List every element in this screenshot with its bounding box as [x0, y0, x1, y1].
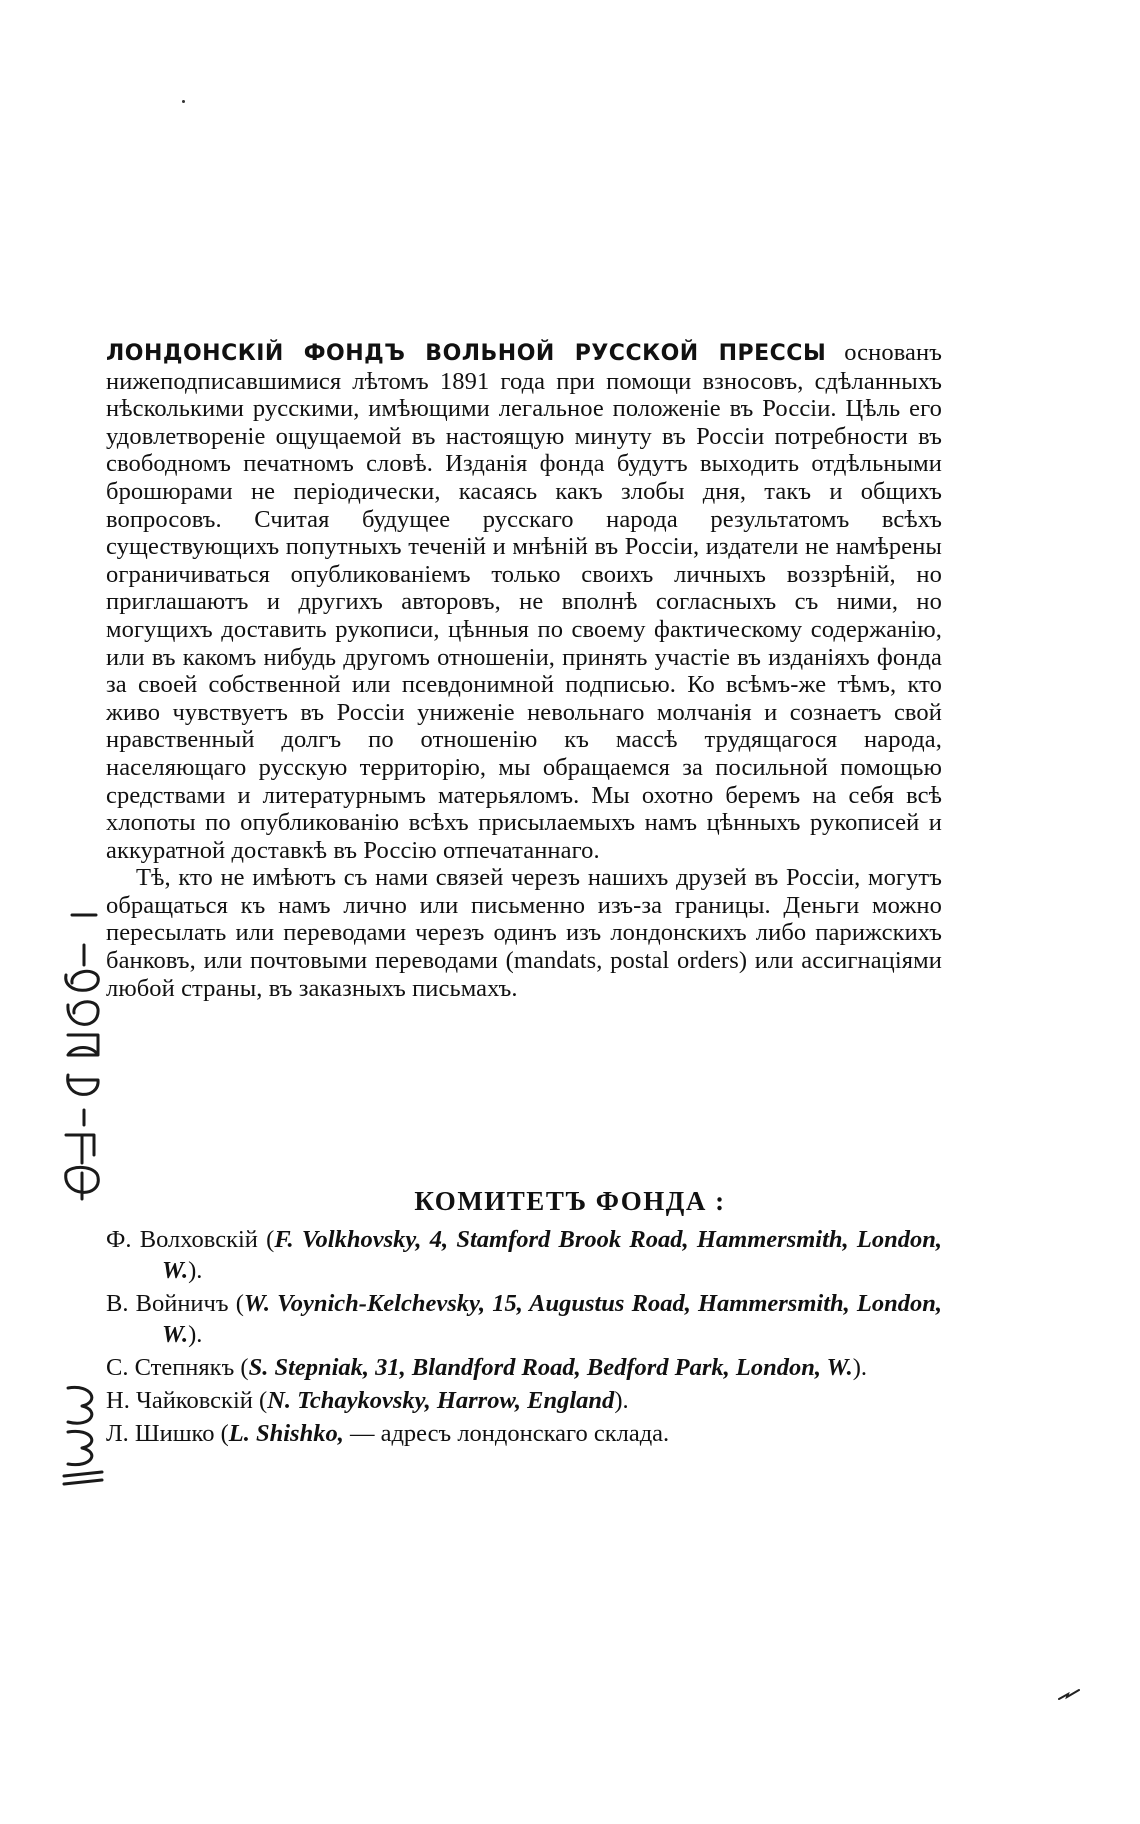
committee-list — [106, 1224, 942, 1451]
paragraph-1 — [106, 339, 942, 864]
member-name: В. Войничъ — [106, 1290, 229, 1317]
member-address: S. Stepniak, 31, Blandford Road, Bedford Park, London, W. — [248, 1354, 853, 1381]
paragraph-2: Тѣ, кто не имѣютъ съ нами связей черезъ нашихъ друзей въ Россіи, могутъ обращаться къ намъ лично или письменно изъ-за границы. Деньги можно пересылать или переводами черезъ одинъ изъ лондонскихъ либо парижскихъ банковъ, или почтовыми переводами (mandats, postal orders) или ассигнаціями любой страны, въ заказныхъ письмахъ. — [106, 864, 942, 1002]
handwritten-folio-number — [52, 1380, 116, 1490]
lead-title: ЛОНДОНСКІЙ ФОНДЪ ВОЛЬНОЙ РУССКОЙ ПРЕССЫ — [106, 341, 827, 366]
member-address: W. Voynich-Kelchevsky, 15, Augustus Road, Hammersmith, London, W. — [162, 1290, 942, 1348]
member-name: Н. Чайковскій — [106, 1387, 253, 1414]
member-address: N. Tchaykovsky, Harrow, England — [267, 1387, 615, 1414]
paragraph-1-text: основанъ нижеподписавшимися лѣтомъ 1891 года при помощи взносовъ, сдѣланныхъ нѣсколькими русскими, имѣющими легальное положеніе въ Россіи. Цѣль его удовлетвореніе ощущаемой въ настоящую минуту въ Россіи потребности въ свободномъ печатномъ словѣ. Изданія фонда будутъ выходить отдѣльными брошюрами не періодически, касаясь какъ злобы дня, такъ и общихъ вопросовъ. Считая будущее русскаго народа результатомъ всѣхъ существующихъ попутныхъ теченій и мнѣній въ Россіи, издатели не намѣрены ограничиваться опубликованіемъ только своихъ личныхъ воззрѣній, но приглашаютъ и другихъ авторовъ, не вполнѣ согласныхъ съ ними, но могущихъ доставить рукописи, цѣнныя по своему фактическому содержанію, или въ какомъ нибудь другомъ отношеніи, принять участіе въ изданіяхъ фонда за своей собственной или псевдонимной подписью. Ко всѣмъ-же тѣмъ, кто живо чувствуетъ въ Россіи униженіе невольнаго молчанія и сознаетъ свой нравственный долгъ по отношенію къ массѣ трудящагося народа, населяющаго русскую территорію, мы обращаемся за посильной помощью средствами и литературнымъ матерьяломъ. Мы охотно беремъ на себя всѣ хлопоты по опубликованію всѣхъ присылаемыхъ намъ цѣнныхъ рукописей и аккуратной доставкѣ въ Россію отпечатаннаго. — [106, 339, 943, 864]
committee-member: В. Войничъ (W. Voynich-Kelchevsky, 15, Augustus Road, Hammersmith, London, W.). — [106, 1290, 942, 1348]
member-address: L. Shishko, — [228, 1420, 344, 1447]
committee-heading: КОМИТЕТЪ ФОНДА : — [414, 1186, 726, 1216]
committee-member: Ф. Волховскій (F. Volkhovsky, 4, Stamford Brook Road, Hammersmith, London, W.). — [106, 1226, 942, 1284]
committee-member: С. Степнякъ (S. Stepniak, 31, Blandford Road, Bedford Park, London, W.). — [106, 1354, 868, 1381]
pen-mark — [1058, 1688, 1080, 1700]
handwritten-call-number — [52, 905, 116, 1205]
member-address: F. Volkhovsky, 4, Stamford Brook Road, Hammersmith, London, W. — [162, 1226, 942, 1284]
committee-member: Л. Шишко (L. Shishko, — адресъ лондонскаго склада. — [106, 1420, 670, 1447]
member-name: Ф. Волховскій — [106, 1226, 258, 1253]
speck — [182, 100, 185, 103]
main-text — [106, 339, 942, 1002]
committee-member: Н. Чайковскій (N. Tchaykovsky, Harrow, England). — [106, 1387, 629, 1414]
member-name: Л. Шишко — [106, 1420, 215, 1447]
member-name: С. Степнякъ — [106, 1354, 235, 1381]
